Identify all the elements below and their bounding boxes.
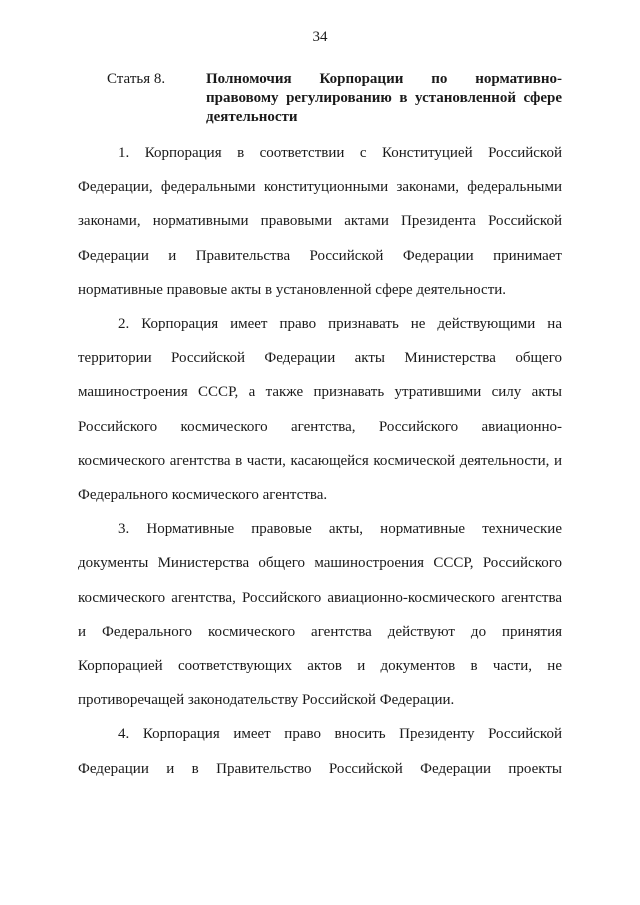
paragraph-1: 1. Корпорация в соответствии с Конституцией Российской Федерации, федеральными конституционными законами, федеральными законами, нормативными правовыми актами Президента Российской Федерации и Правительства Российской Федерации принимает нормативные правовые акты в установленной сфере деятельности. <box>78 145 562 298</box>
paragraph-3: 3. Нормативные правовые акты, нормативные технические документы Министерства общего машиностроения СССР, Российского космического агентства, Российского авиационно-космического агентства и Федерального космического агентства действуют до принятия Корпорацией соответствующих актов и документов в части, не противоречащей законодательству Российской Федерации. <box>78 521 562 709</box>
article-title: Полномочия Корпорации по нормативно-правовому регулированию в установленной сфере деятельности <box>206 71 562 125</box>
article-heading <box>107 70 562 130</box>
article-label: Статья 8. <box>107 71 166 87</box>
paragraph-2: 2. Корпорация имеет право признавать не действующими на территории Российской Федерации акты Министерства общего машиностроения СССР, а также признавать утратившими силу акты Российского космического агентства, Российского авиационно-космического агентства в части, касающейся космической деятельности, и Федерального космического агентства. <box>78 316 562 504</box>
paragraph-4: 4. Корпорация имеет право вносить Президенту Российской Федерации и в Правительство Российской Федерации проекты <box>78 726 562 777</box>
article-body <box>78 136 562 786</box>
page-number: 34 <box>312 29 328 45</box>
